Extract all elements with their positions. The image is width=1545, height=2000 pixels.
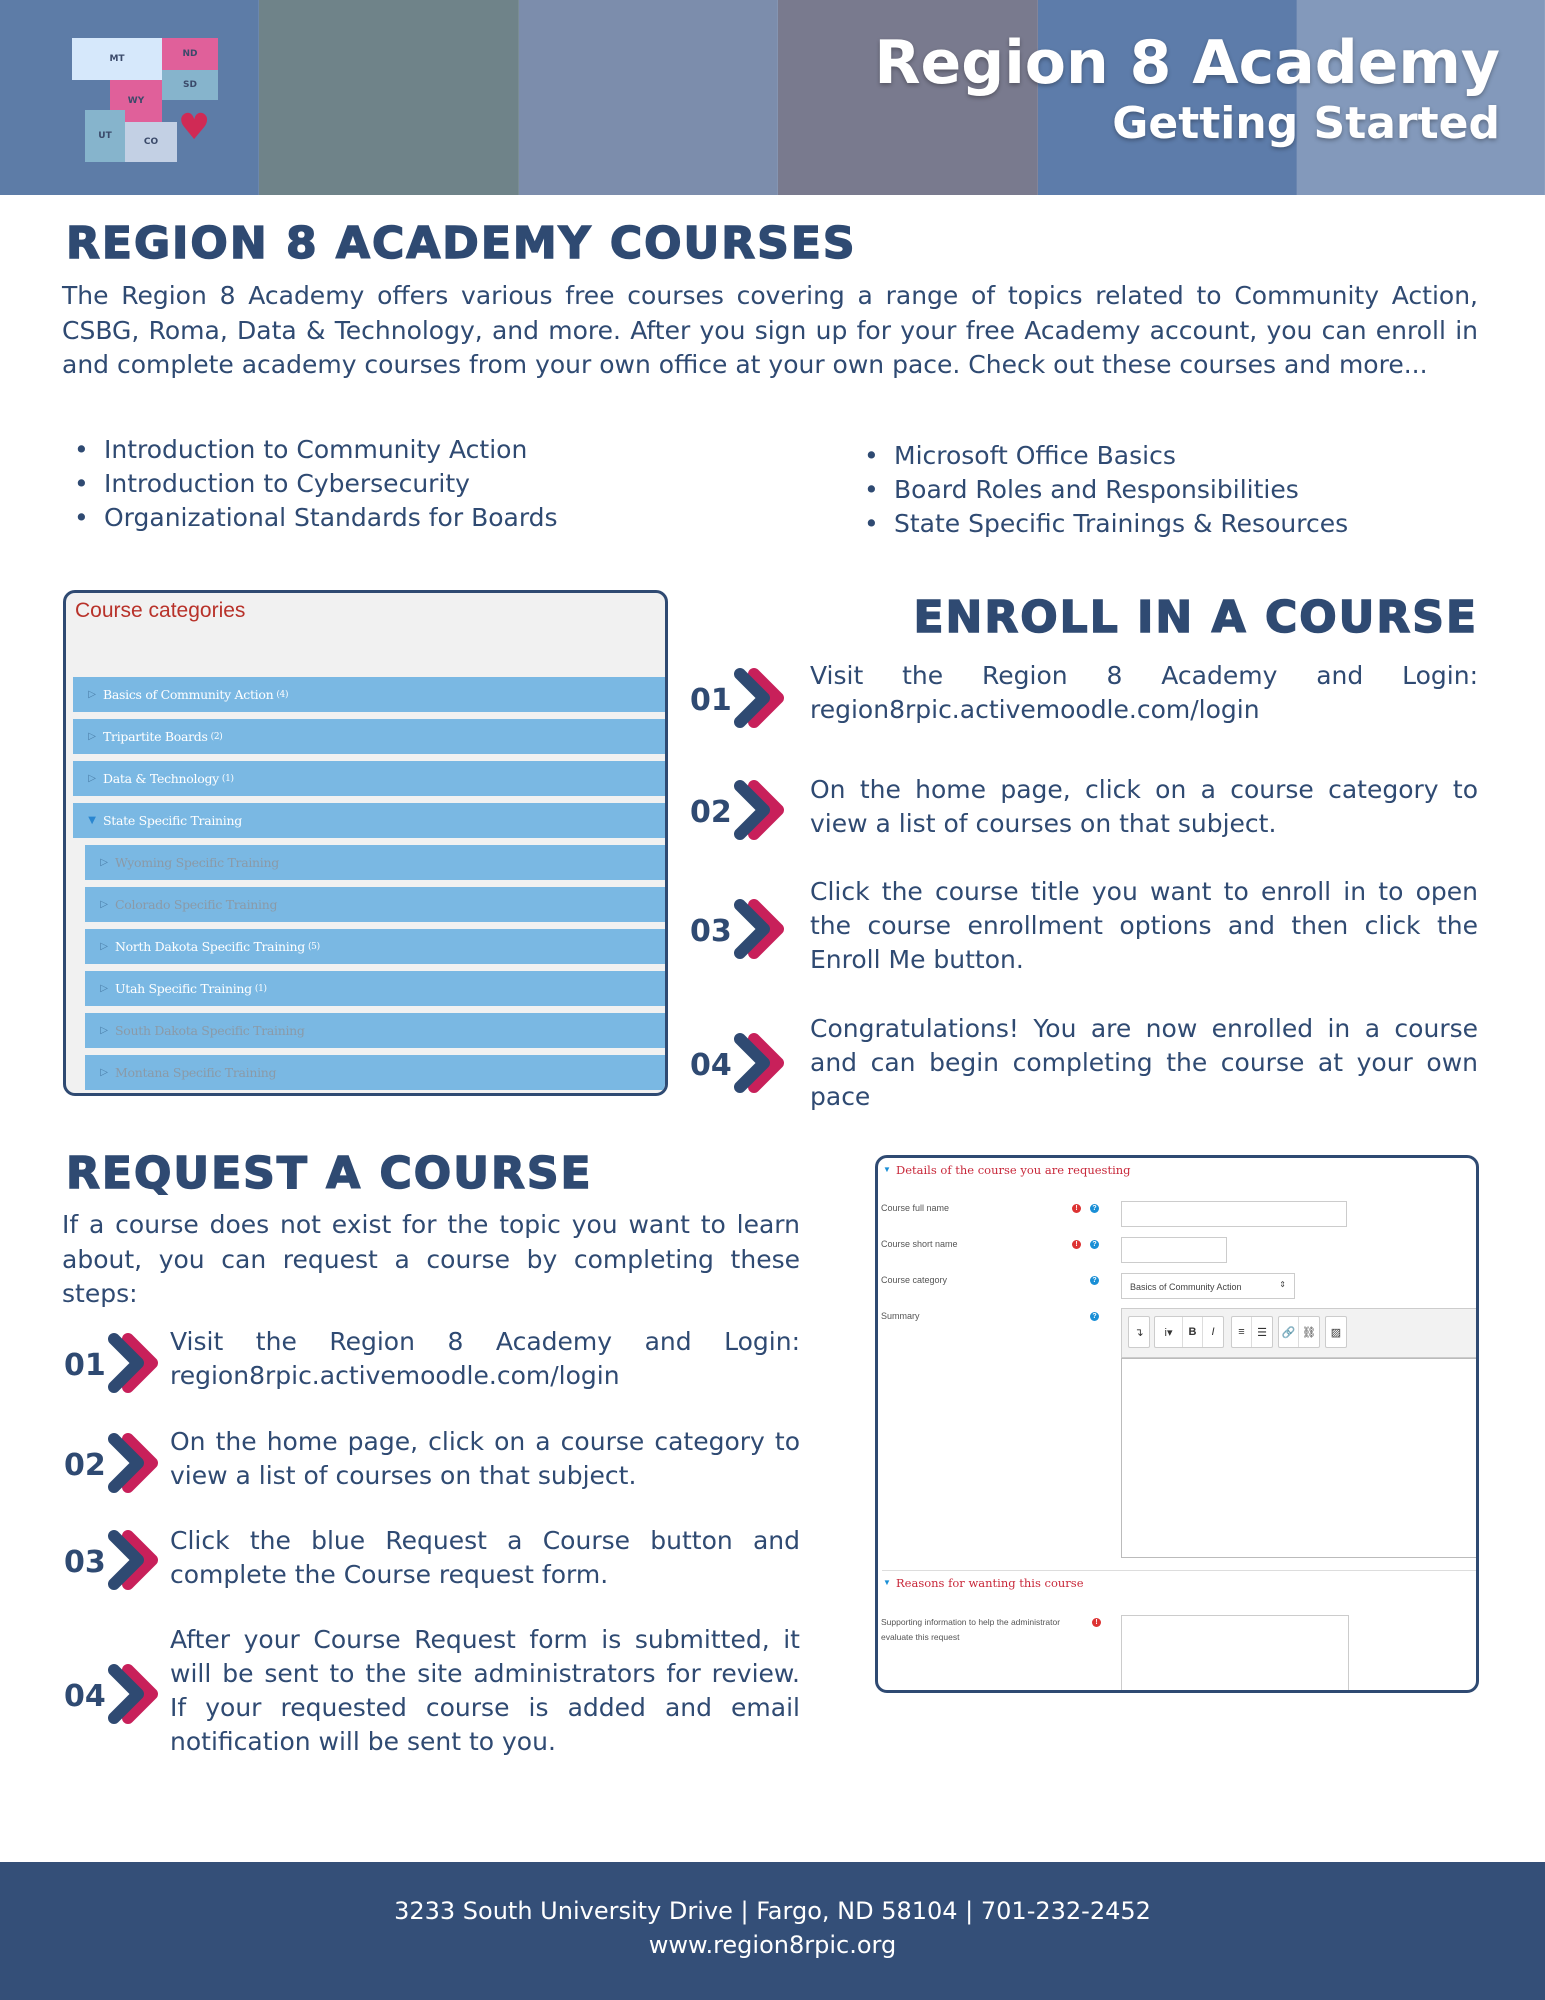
- page-subtitle: Getting Started: [1112, 98, 1500, 149]
- state-sd: SD: [162, 70, 218, 100]
- course-full-name-input[interactable]: [1121, 1201, 1347, 1227]
- chevron-icon: [732, 668, 792, 732]
- header-banner: [0, 0, 1545, 195]
- help-icon[interactable]: ?: [1090, 1204, 1099, 1213]
- step-number: 02: [690, 794, 732, 830]
- course-item: • Microsoft Office Basics: [852, 439, 1348, 473]
- course-item: • Introduction to Cybersecurity: [62, 467, 558, 501]
- paragraph-style-icon[interactable]: i▾: [1155, 1317, 1183, 1347]
- footer-website[interactable]: www.region8rpic.org: [648, 1931, 897, 1959]
- chevron-icon: [106, 1530, 166, 1594]
- category-label: Data & Technology: [103, 771, 219, 786]
- category-count: (5): [307, 941, 320, 952]
- category-label: Utah Specific Training: [115, 981, 252, 996]
- collapse-toolbar-icon[interactable]: ↴: [1134, 1326, 1144, 1339]
- italic-icon[interactable]: I: [1211, 1326, 1215, 1338]
- course-category-select[interactable]: [1121, 1273, 1295, 1299]
- footer: [0, 1862, 1545, 2000]
- state-ut: UT: [85, 110, 125, 162]
- numbered-list-icon[interactable]: ☰: [1257, 1326, 1267, 1339]
- collapsed-icon: ▷: [100, 983, 108, 994]
- chevron-icon: [732, 780, 792, 844]
- category-count: (2): [210, 731, 223, 742]
- collapsed-icon: ▷: [88, 731, 96, 742]
- step-number: 03: [690, 913, 732, 949]
- chevron-icon: [106, 1333, 166, 1397]
- step-number: 01: [690, 682, 732, 718]
- category-item[interactable]: [73, 677, 665, 712]
- course-categories-screenshot: [63, 590, 668, 1096]
- course-request-form-screenshot: [875, 1155, 1479, 1693]
- region-map-logo: [70, 38, 230, 163]
- step-text: Congratulations! You are now enrolled in a course and can begin completing the course at your own pace: [810, 1014, 1478, 1111]
- step-text: Click the course title you want to enroll in to open the course enrollment options and then click the Enroll Me button.: [810, 877, 1478, 974]
- chevron-icon: [106, 1433, 166, 1497]
- course-item: • Organizational Standards for Boards: [62, 501, 558, 535]
- course-categories-title: Course categories: [75, 599, 246, 622]
- form-section-reasons: Reasons for wanting this course: [896, 1576, 1084, 1590]
- step-text: After your Course Request form is submitted, it will be sent to the site administrators for review. If your requested course is added and email notification will be sent to you.: [170, 1625, 800, 1756]
- category-item[interactable]: [73, 719, 665, 754]
- step-text: Click the blue Request a Course button and complete the Course request form.: [170, 1526, 800, 1589]
- state-wy: WY: [110, 80, 162, 122]
- label-summary: Summary: [881, 1311, 920, 1321]
- label-full-name: Course full name: [881, 1203, 950, 1213]
- heart-hug-icon: ♥: [178, 107, 211, 148]
- bold-icon[interactable]: B: [1183, 1317, 1203, 1347]
- divider: [882, 1570, 1479, 1571]
- editor-toolbar: [1121, 1308, 1479, 1358]
- category-item[interactable]: [73, 803, 665, 838]
- bullet-list-icon[interactable]: ≡: [1232, 1317, 1252, 1347]
- collapsed-icon: ▷: [100, 1067, 108, 1078]
- label-category: Course category: [881, 1275, 948, 1285]
- course-item: • Board Roles and Responsibilities: [852, 473, 1348, 507]
- courses-intro: The Region 8 Academy offers various free courses covering a range of topics related to Community Action, CSBG, Roma, Data & Technology, and more. After you sign up for your free Academy account, you can enroll in and complete academy courses from your own office at your own pace. Check out these courses and more...: [62, 281, 1478, 379]
- category-label: Wyoming Specific Training: [115, 855, 279, 870]
- category-label: Colorado Specific Training: [115, 897, 278, 912]
- collapse-icon: ▼: [883, 1165, 891, 1174]
- reason-textarea[interactable]: [1121, 1615, 1349, 1693]
- step-text: On the home page, click on a course category to view a list of courses on that subject.: [810, 775, 1478, 838]
- category-item[interactable]: [85, 1055, 665, 1090]
- state-co: CO: [125, 122, 177, 162]
- collapsed-icon: ▷: [100, 941, 108, 952]
- expanded-icon: ▼: [88, 815, 96, 826]
- step-marker: [690, 668, 792, 732]
- category-item[interactable]: [85, 929, 665, 964]
- category-count: (1): [221, 773, 234, 784]
- collapsed-icon: ▷: [100, 1025, 108, 1036]
- collapse-icon: ▼: [883, 1578, 891, 1587]
- collapsed-icon: ▷: [100, 899, 108, 910]
- step-number: 02: [64, 1447, 106, 1483]
- chevron-icon: [732, 899, 792, 963]
- step-marker: [64, 1664, 166, 1728]
- collapsed-icon: ▷: [88, 689, 96, 700]
- course-short-name-input[interactable]: [1121, 1237, 1227, 1263]
- help-icon[interactable]: ?: [1090, 1276, 1099, 1285]
- step-number: 01: [64, 1347, 106, 1383]
- step-marker: [690, 899, 792, 963]
- category-label: State Specific Training: [103, 813, 242, 828]
- label-reason: Supporting information to help the administrator evaluate this request: [881, 1617, 1061, 1642]
- category-label: Montana Specific Training: [115, 1065, 277, 1080]
- course-list-left: [62, 433, 558, 535]
- category-label: Basics of Community Action: [103, 687, 274, 702]
- footer-address: 3233 South University Drive | Fargo, ND 58104 | 701-232-2452: [394, 1897, 1151, 1925]
- required-icon: !: [1072, 1240, 1081, 1249]
- category-value: Basics of Community Action: [1130, 1282, 1242, 1292]
- category-label: Tripartite Boards: [103, 729, 208, 744]
- state-mt: MT: [72, 38, 162, 80]
- category-count: (4): [276, 689, 289, 700]
- category-item[interactable]: [85, 971, 665, 1006]
- unlink-icon[interactable]: ⛓: [1302, 1326, 1316, 1339]
- required-icon: !: [1092, 1618, 1101, 1627]
- step-marker: [64, 1433, 166, 1497]
- step-marker: [690, 780, 792, 844]
- course-item: • Introduction to Community Action: [62, 433, 558, 467]
- state-nd: ND: [162, 38, 218, 70]
- help-icon[interactable]: ?: [1090, 1240, 1099, 1249]
- image-icon[interactable]: ▨: [1330, 1326, 1342, 1339]
- chevron-icon: [732, 1033, 792, 1097]
- chevron-icon: [106, 1664, 166, 1728]
- select-arrows-icon: ⇕: [1279, 1280, 1286, 1289]
- summary-editor[interactable]: [1121, 1358, 1479, 1558]
- step-marker: [690, 1033, 792, 1097]
- form-section-details: Details of the course you are requesting: [896, 1163, 1131, 1177]
- course-item: • State Specific Trainings & Resources: [852, 507, 1348, 541]
- courses-heading: REGION 8 ACADEMY COURSES: [66, 218, 857, 269]
- step-marker: [64, 1333, 166, 1397]
- step-text: Visit the Region 8 Academy and Login: region8rpic.activemoodle.com/login: [170, 1327, 800, 1390]
- step-number: 04: [690, 1047, 732, 1083]
- step-text: Visit the Region 8 Academy and Login: region8rpic.activemoodle.com/login: [810, 661, 1478, 724]
- category-item[interactable]: [85, 845, 665, 880]
- link-icon[interactable]: 🔗: [1279, 1317, 1299, 1347]
- request-heading: REQUEST A COURSE: [66, 1148, 593, 1199]
- category-item[interactable]: [85, 1013, 665, 1048]
- required-icon: !: [1072, 1204, 1081, 1213]
- step-text: On the home page, click on a course category to view a list of courses on that subject.: [170, 1427, 800, 1490]
- category-label: South Dakota Specific Training: [115, 1023, 305, 1038]
- category-label: North Dakota Specific Training: [115, 939, 305, 954]
- category-count: (1): [254, 983, 267, 994]
- category-item[interactable]: [73, 761, 665, 796]
- page-title: Region 8 Academy: [874, 28, 1500, 98]
- collapsed-icon: ▷: [100, 857, 108, 868]
- step-number: 04: [64, 1678, 106, 1714]
- collapsed-icon: ▷: [88, 773, 96, 784]
- step-marker: [64, 1530, 166, 1594]
- enroll-heading: ENROLL IN A COURSE: [913, 592, 1478, 643]
- category-item[interactable]: [85, 887, 665, 922]
- course-list-right: [852, 439, 1348, 541]
- request-intro: If a course does not exist for the topic you want to learn about, you can request a course by completing these steps:: [62, 1210, 800, 1308]
- step-number: 03: [64, 1544, 106, 1580]
- label-short-name: Course short name: [881, 1239, 958, 1249]
- help-icon[interactable]: ?: [1090, 1312, 1099, 1321]
